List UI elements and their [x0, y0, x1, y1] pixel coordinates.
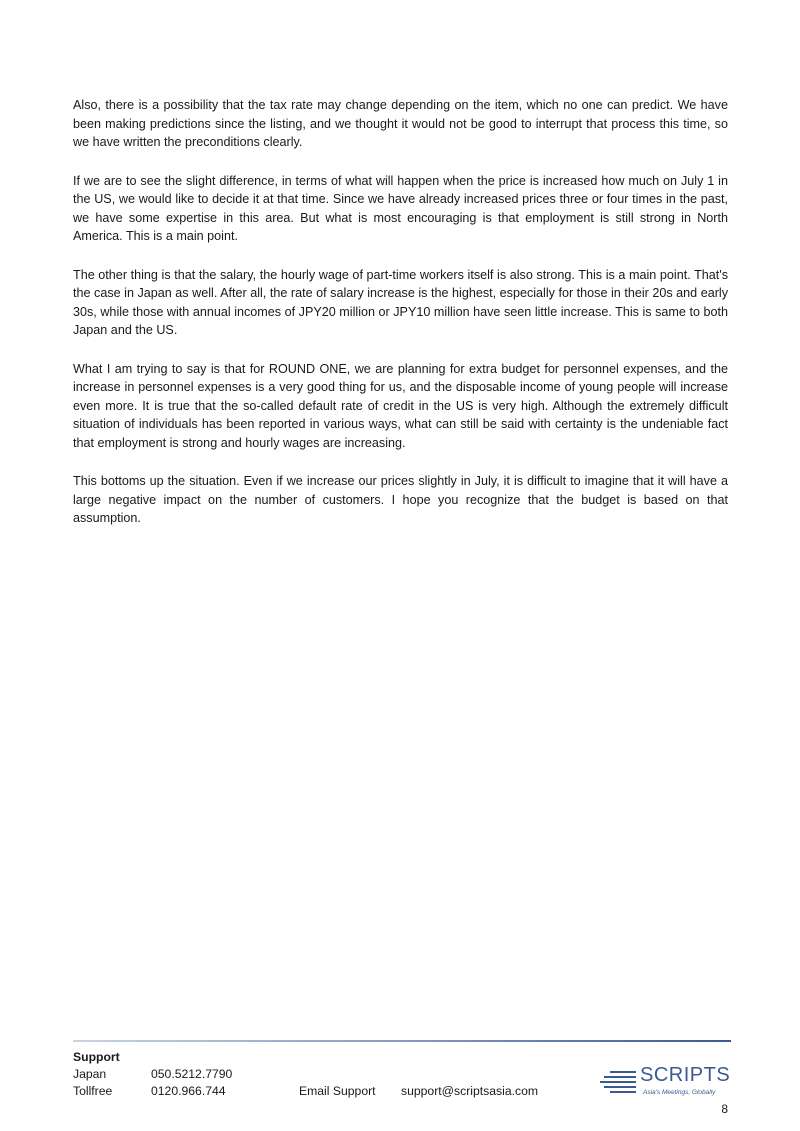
- footer-divider: [73, 1040, 731, 1042]
- support-contact-block: [73, 1049, 539, 1100]
- document-body: [73, 96, 728, 548]
- scripts-logo: [600, 1064, 731, 1103]
- support-row-tollfree: [73, 1083, 539, 1100]
- tollfree-phone: 0120.966.744: [151, 1084, 226, 1098]
- support-title: Support: [73, 1050, 120, 1064]
- scripts-logo-tagline: Asia's Meetings, Globally: [643, 1089, 716, 1096]
- japan-label: Japan: [73, 1067, 107, 1081]
- page-number: 8: [721, 1102, 728, 1116]
- tollfree-label: Tollfree: [73, 1084, 113, 1098]
- paragraph: The other thing is that the salary, the hourly wage of part-time workers itself is also strong. This is a main point. That's the case in Japan as well. After all, the rate of salary increase is the highest, especially for those in their 20s and early 30s, while those with annual incomes of JPY20 million or JPY10 million have seen little increase. This is same to both Japan and the US.: [73, 267, 728, 337]
- support-row-japan: [73, 1066, 233, 1083]
- paragraph: If we are to see the slight difference, in terms of what will happen when the price is increased how much on July 1 in the US, we would like to decide it at that time. Since we have already increased prices three or four times in the past, we have some expertise in this area. But what is most encouraging is that employment is still strong in North America. This is a main point.: [73, 173, 728, 243]
- support-email-link[interactable]: support@scriptsasia.com: [401, 1084, 539, 1098]
- japan-phone: 050.5212.7790: [151, 1067, 233, 1081]
- paragraph: This bottoms up the situation. Even if we increase our prices slightly in July, it is difficult to imagine that it will have a large negative impact on the number of customers. I hope you recognize that the budget is based on that assumption.: [73, 474, 728, 525]
- paragraph: Also, there is a possibility that the tax rate may change depending on the item, which no one can predict. We have been making predictions since the listing, and we thought it would not be good to interrupt that process this time, so we have written the preconditions clearly.: [73, 98, 728, 149]
- scripts-logo-text: SCRIPTS: [640, 1064, 731, 1086]
- scripts-logo-lines-icon: [600, 1070, 636, 1096]
- email-support-label: Email Support: [299, 1084, 376, 1098]
- paragraph: What I am trying to say is that for ROUND ONE, we are planning for extra budget for personnel expenses, and the increase in personnel expenses is a very good thing for us, and the disposable income of young people will increase even more. It is true that the so-called default rate of credit in the US is very high. Although the extremely difficult situation of individuals has been reported in various ways, what can still be said with certainty is the undeniable fact that employment is strong and hourly wages are increasing.: [73, 361, 728, 450]
